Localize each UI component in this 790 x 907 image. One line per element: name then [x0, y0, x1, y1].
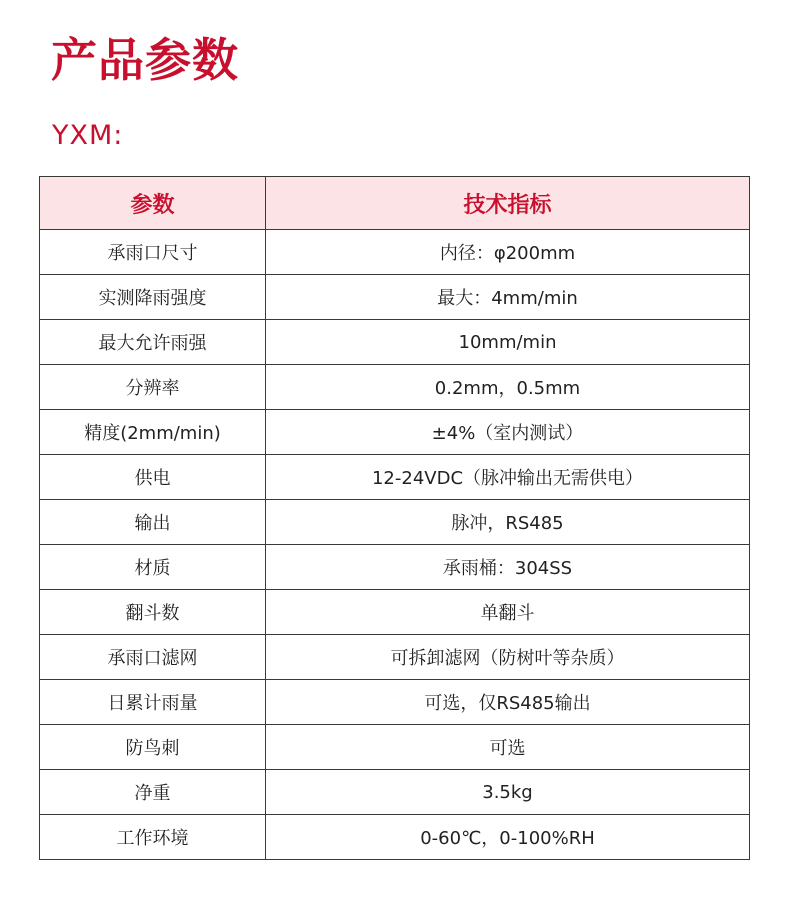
spec-cell: 12-24VDC（脉冲输出无需供电）	[266, 455, 750, 500]
spec-cell: 承雨桶：304SS	[266, 545, 750, 590]
spec-cell: 脉冲，RS485	[266, 500, 750, 545]
header-param: 参数	[40, 177, 266, 230]
table-row	[40, 230, 750, 275]
param-cell: 净重	[40, 770, 266, 815]
param-cell: 材质	[40, 545, 266, 590]
spec-cell: 0.2mm，0.5mm	[266, 365, 750, 410]
spec-cell: 最大：4mm/min	[266, 275, 750, 320]
table-row	[40, 275, 750, 320]
spec-cell: 可选	[266, 725, 750, 770]
param-cell: 翻斗数	[40, 590, 266, 635]
table-row	[40, 815, 750, 860]
param-cell: 精度(2mm/min)	[40, 410, 266, 455]
table-row	[40, 320, 750, 365]
param-cell: 输出	[40, 500, 266, 545]
table-row	[40, 590, 750, 635]
spec-cell: 单翻斗	[266, 590, 750, 635]
table-row	[40, 725, 750, 770]
param-cell: 防鸟刺	[40, 725, 266, 770]
param-cell: 供电	[40, 455, 266, 500]
spec-cell: 内径：φ200mm	[266, 230, 750, 275]
spec-cell: 3.5kg	[266, 770, 750, 815]
spec-cell: 0-60℃，0-100%RH	[266, 815, 750, 860]
table-row	[40, 545, 750, 590]
table-row	[40, 410, 750, 455]
header-spec: 技术指标	[266, 177, 750, 230]
param-cell: 工作环境	[40, 815, 266, 860]
spec-table	[39, 176, 750, 860]
table-row	[40, 365, 750, 410]
model-label: YXM:	[52, 120, 124, 151]
table-row	[40, 635, 750, 680]
table-row	[40, 680, 750, 725]
table-row	[40, 770, 750, 815]
param-cell: 实测降雨强度	[40, 275, 266, 320]
param-cell: 分辨率	[40, 365, 266, 410]
table-row	[40, 500, 750, 545]
param-cell: 承雨口滤网	[40, 635, 266, 680]
param-cell: 日累计雨量	[40, 680, 266, 725]
spec-cell: 可拆卸滤网（防树叶等杂质）	[266, 635, 750, 680]
param-cell: 最大允许雨强	[40, 320, 266, 365]
table-row	[40, 455, 750, 500]
param-cell: 承雨口尺寸	[40, 230, 266, 275]
table-header-row	[40, 177, 750, 230]
spec-cell: ±4%（室内测试）	[266, 410, 750, 455]
spec-cell: 10mm/min	[266, 320, 750, 365]
spec-cell: 可选，仅RS485输出	[266, 680, 750, 725]
page-title: 产品参数	[51, 33, 239, 87]
